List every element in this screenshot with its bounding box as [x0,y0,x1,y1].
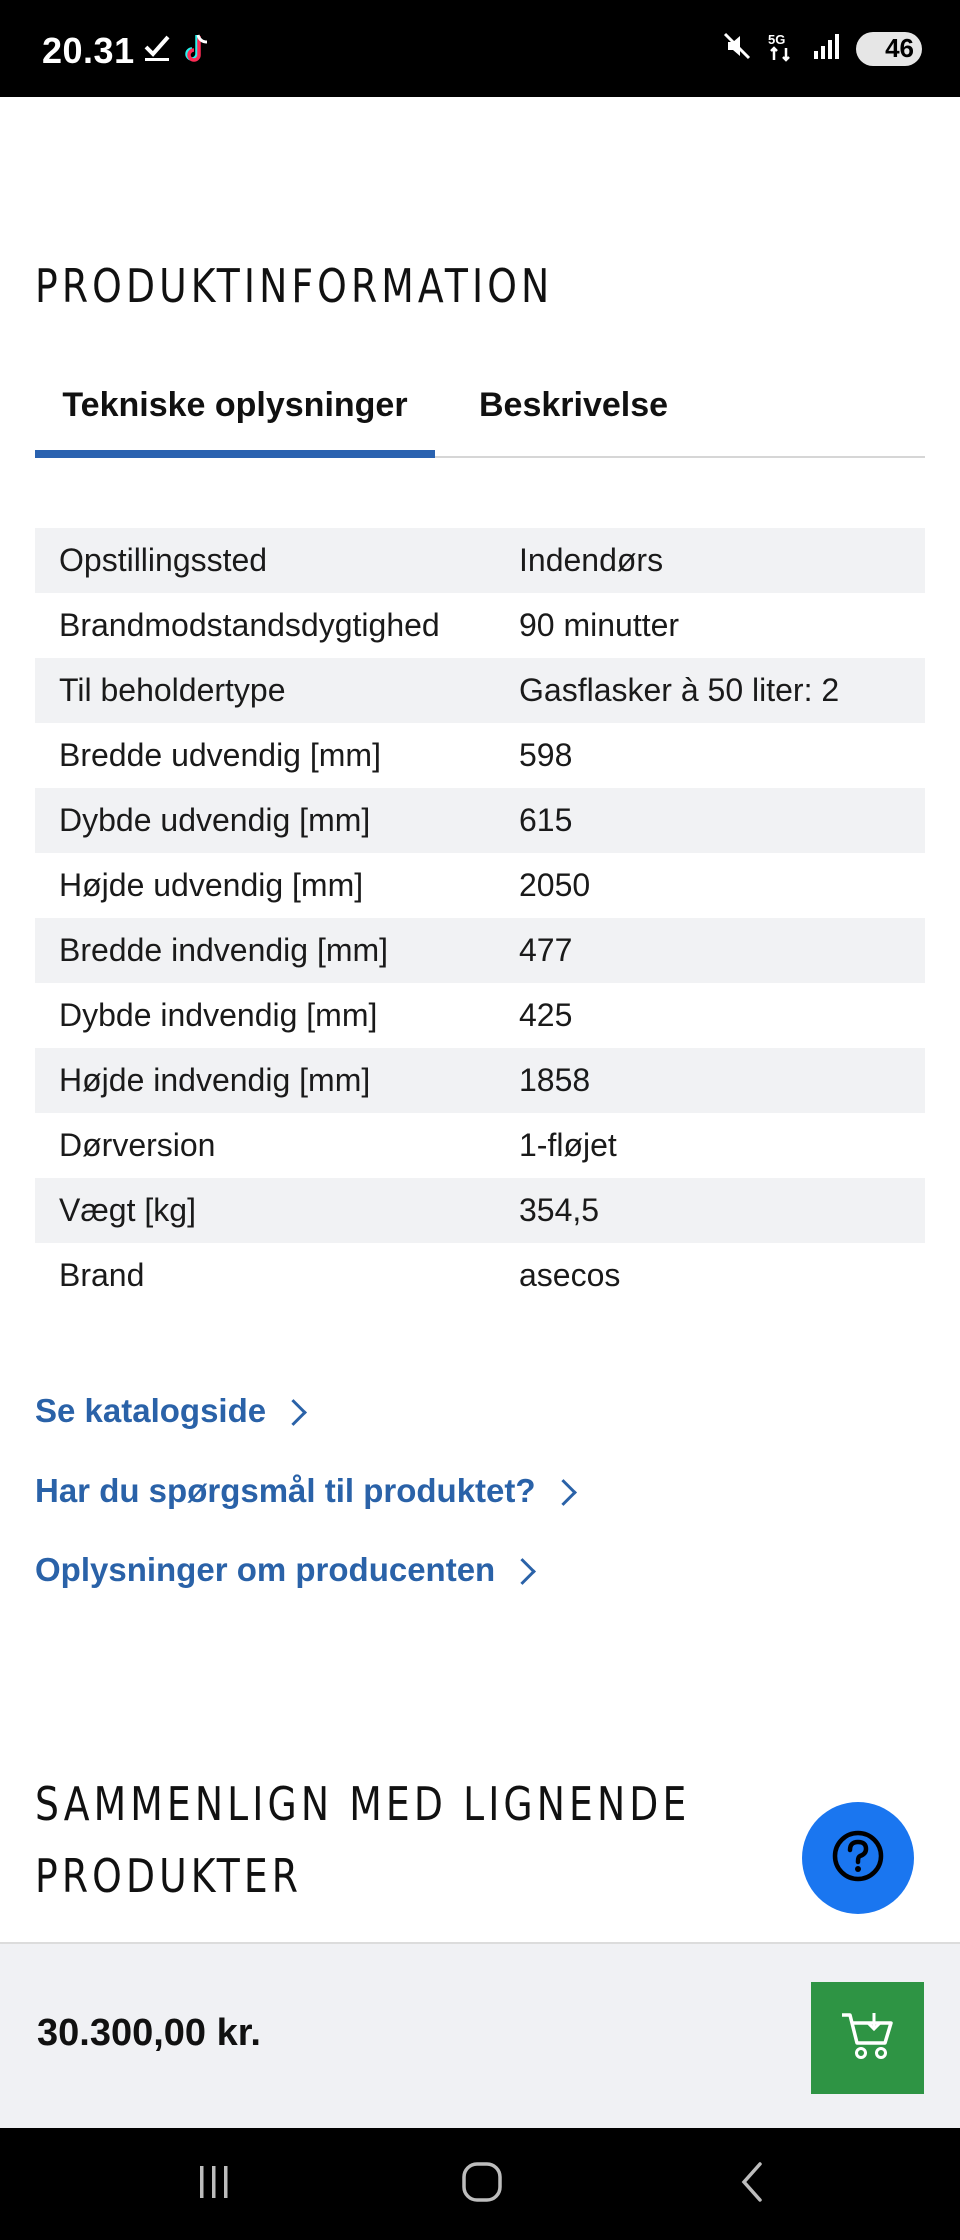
mute-icon [722,31,752,66]
table-row [35,788,925,853]
table-row [35,983,925,1048]
chevron-right-icon [550,1479,577,1506]
compare-heading-line1: SAMMENLIGN MED LIGNENDE [35,1777,691,1831]
spec-table [35,528,925,1308]
spec-label: Dørversion [59,1127,216,1163]
spec-label: Dybde indvendig [mm] [59,997,378,1033]
home-button[interactable] [442,2156,522,2212]
help-button[interactable] [802,1802,914,1914]
recents-button[interactable] [174,2156,254,2212]
spec-value: 598 [519,737,573,773]
spec-label: Højde indvendig [mm] [59,1062,371,1098]
table-row [35,918,925,983]
table-row [35,1178,925,1243]
recents-icon [194,2162,234,2207]
product-questions-link[interactable] [35,1472,573,1510]
product-info-tabs [35,372,925,458]
spec-label: Bredde udvendig [mm] [59,737,381,773]
battery-level: 46 [885,33,914,63]
chevron-right-icon [280,1399,307,1426]
spec-label: Til beholdertype [59,672,286,708]
back-icon [732,2160,772,2209]
network-icon [766,30,798,67]
status-left-icons [142,32,212,69]
table-row [35,593,925,658]
shopping-cart-icon [839,2009,897,2068]
check-icon [142,33,172,68]
home-icon [460,2160,504,2209]
status-time: 20.31 [42,30,135,71]
spec-value: Gasflasker à 50 liter: 2 [519,672,840,708]
tiktok-icon [182,32,212,69]
tab-description[interactable]: Beskrivelse [479,386,669,424]
svg-text:5G: 5G [768,32,786,47]
spec-value: Indendørs [519,542,664,578]
manufacturer-info-link-label: Oplysninger om producenten [35,1551,496,1588]
spec-value: 1-fløjet [519,1127,617,1163]
status-right-icons [722,30,922,67]
spec-value: 615 [519,802,573,838]
spec-value: 425 [519,997,573,1033]
tab-technical-info[interactable]: Tekniske oplysninger [62,386,408,424]
spec-label: Brand [59,1257,145,1293]
spec-label: Højde udvendig [mm] [59,867,364,903]
spec-value: 477 [519,932,573,968]
spec-value: asecos [519,1257,621,1293]
table-row [35,528,925,593]
catalog-page-link[interactable] [35,1392,303,1430]
spec-label: Vægt [kg] [59,1192,196,1228]
active-tab-indicator [35,450,435,458]
table-row [35,1048,925,1113]
spec-value: 1858 [519,1062,591,1098]
compare-heading-line2: PRODUKTER [35,1849,303,1903]
product-questions-link-label: Har du spørgsmål til produktet? [35,1472,536,1509]
manufacturer-info-link[interactable] [35,1551,532,1589]
spec-value: 354,5 [519,1192,600,1228]
price-bar [0,1942,960,2128]
spec-label: Bredde indvendig [mm] [59,932,389,968]
table-row [35,658,925,723]
signal-icon [812,31,842,66]
battery-icon [856,32,922,66]
table-row [35,723,925,788]
spec-label: Dybde udvendig [mm] [59,802,371,838]
spec-value: 90 minutter [519,607,680,643]
system-nav-bar [0,2128,960,2240]
add-to-cart-button[interactable] [811,1982,924,2094]
chevron-right-icon [509,1558,536,1585]
back-button[interactable] [712,2156,792,2212]
table-row [35,1243,925,1308]
table-row [35,853,925,918]
compare-heading [35,1768,690,1912]
spec-value: 2050 [519,867,591,903]
status-bar [0,0,960,97]
product-price: 30.300,00 kr. [37,2012,261,2054]
spec-label: Opstillingssted [59,542,268,578]
product-info-heading: PRODUKTINFORMATION [35,259,554,313]
question-circle-icon [830,1828,886,1889]
table-row [35,1113,925,1178]
catalog-page-link-label: Se katalogside [35,1392,267,1429]
spec-label: Brandmodstandsdygtighed [59,607,440,643]
